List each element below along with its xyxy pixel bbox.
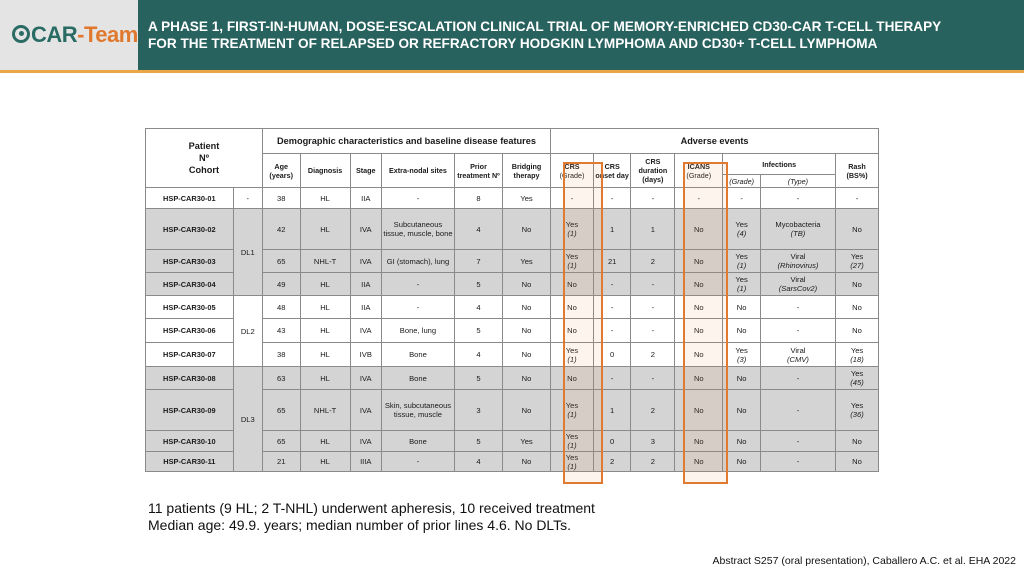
slide-title <box>148 18 941 52</box>
crs-cell: - <box>551 188 594 209</box>
infection-grade-cell: Yes (1) <box>723 273 761 296</box>
diagnosis-cell: HL <box>300 452 350 472</box>
diagnosis-cell: HL <box>300 319 350 343</box>
patient-id: HSP-CAR30-03 <box>146 250 234 273</box>
patient-id: HSP-CAR30-06 <box>146 319 234 343</box>
icans-cell: No <box>675 250 723 273</box>
infection-type-cell: - <box>760 296 835 319</box>
patient-id: HSP-CAR30-02 <box>146 209 234 250</box>
demographic-header: Demographic characteristics and baseline disease features <box>262 129 550 154</box>
accent-rule <box>0 70 1024 73</box>
logo-area <box>0 0 138 70</box>
stage-cell: IVA <box>350 209 381 250</box>
logo-circle-icon <box>12 25 30 43</box>
rash-cell: No <box>836 431 879 452</box>
infection-type-cell: Viral (CMV) <box>760 343 835 367</box>
prior-treatment-cell: 5 <box>454 431 502 452</box>
icans-cell: No <box>675 319 723 343</box>
crs-duration-cell: 3 <box>631 431 675 452</box>
summary-line-1: 11 patients (9 HL; 2 T-NHL) underwent apheresis, 10 received treatment <box>148 500 595 516</box>
infection-grade-cell: No <box>723 452 761 472</box>
crs-cell: Yes (1) <box>551 431 594 452</box>
crs-onset-cell: 1 <box>593 209 631 250</box>
age-cell: 65 <box>262 390 300 431</box>
crs-cell: No <box>551 273 594 296</box>
diagnosis-cell: HL <box>300 273 350 296</box>
bridging-cell: No <box>503 273 551 296</box>
title-line-1: A PHASE 1, FIRST-IN-HUMAN, DOSE-ESCALATION CLINICAL TRIAL OF MEMORY-ENRICHED CD30-CAR T-CELL THERAPY <box>148 19 942 34</box>
prior-treatment-cell: 3 <box>454 390 502 431</box>
rash-cell: Yes (27) <box>836 250 879 273</box>
diagnosis-cell: HL <box>300 343 350 367</box>
icans-cell: - <box>675 188 723 209</box>
stage-cell: IVB <box>350 343 381 367</box>
rash-cell: Yes (36) <box>836 390 879 431</box>
infection-type-cell: - <box>760 367 835 390</box>
crs-duration-cell: - <box>631 296 675 319</box>
crs-onset-cell: - <box>593 273 631 296</box>
infection-type-cell: - <box>760 188 835 209</box>
icans-cell: No <box>675 273 723 296</box>
crs-cell: Yes (1) <box>551 390 594 431</box>
crs-cell: Yes (1) <box>551 343 594 367</box>
icans-cell: No <box>675 431 723 452</box>
infection-type-cell: - <box>760 452 835 472</box>
crs-onset-cell: 0 <box>593 431 631 452</box>
diagnosis-cell: HL <box>300 188 350 209</box>
diagnosis-header: Diagnosis <box>300 154 350 188</box>
extranodal-cell: Bone <box>381 367 454 390</box>
crs-duration-cell: - <box>631 319 675 343</box>
crs-header: CRS (Grade) <box>551 154 594 188</box>
diagnosis-cell: HL <box>300 296 350 319</box>
patient-id: HSP-CAR30-09 <box>146 390 234 431</box>
patient-id: HSP-CAR30-10 <box>146 431 234 452</box>
cohort-label: DL3 <box>233 367 262 472</box>
crs-onset-cell: 0 <box>593 343 631 367</box>
stage-cell: IIA <box>350 188 381 209</box>
source-citation: Abstract S257 (oral presentation), Caballero A.C. et al. EHA 2022 <box>712 555 1016 567</box>
crs-duration-cell: 1 <box>631 209 675 250</box>
age-cell: 65 <box>262 250 300 273</box>
rash-header: Rash (BS%) <box>836 154 879 188</box>
age-cell: 21 <box>262 452 300 472</box>
icans-header: ICANS (Grade) <box>675 154 723 188</box>
crs-onset-cell: 21 <box>593 250 631 273</box>
crs-cell: No <box>551 319 594 343</box>
rash-cell: Yes (45) <box>836 367 879 390</box>
infection-grade-cell: No <box>723 390 761 431</box>
extranodal-header: Extra-nodal sites <box>381 154 454 188</box>
table-row <box>146 209 879 250</box>
age-cell: 63 <box>262 367 300 390</box>
crs-duration-cell: 2 <box>631 452 675 472</box>
prior-treatment-header: Prior treatment Nº <box>454 154 502 188</box>
icans-cell: No <box>675 209 723 250</box>
stage-header: Stage <box>350 154 381 188</box>
rash-cell: No <box>836 319 879 343</box>
title-line-2: FOR THE TREATMENT OF RELAPSED OR REFRACTORY HODGKIN LYMPHOMA AND CD30+ T-CELL LYMPHOMA <box>148 36 878 51</box>
infections-header: Infections <box>723 154 836 175</box>
summary-line-2: Median age: 49.9. years; median number of prior lines 4.6. No DLTs. <box>148 517 572 533</box>
extranodal-cell: - <box>381 296 454 319</box>
crs-onset-cell: - <box>593 367 631 390</box>
crs-duration-header: CRS duration (days) <box>631 154 675 188</box>
infection-grade-cell: Yes (3) <box>723 343 761 367</box>
prior-treatment-cell: 8 <box>454 188 502 209</box>
crs-onset-cell: - <box>593 319 631 343</box>
age-cell: 43 <box>262 319 300 343</box>
age-cell: 38 <box>262 343 300 367</box>
crs-onset-cell: 1 <box>593 390 631 431</box>
patient-id: HSP-CAR30-01 <box>146 188 234 209</box>
prior-treatment-cell: 4 <box>454 343 502 367</box>
summary-notes <box>148 500 595 534</box>
extranodal-cell: Subcutaneous tissue, muscle, bone <box>381 209 454 250</box>
table-row <box>146 296 879 319</box>
infection-grade-cell: Yes (4) <box>723 209 761 250</box>
prior-treatment-cell: 5 <box>454 319 502 343</box>
age-cell: 65 <box>262 431 300 452</box>
bridging-cell: No <box>503 367 551 390</box>
crs-cell: Yes (1) <box>551 452 594 472</box>
bridging-cell: No <box>503 209 551 250</box>
logo-text-team: -Team <box>77 22 138 47</box>
rash-cell: - <box>836 188 879 209</box>
diagnosis-cell: NHL-T <box>300 390 350 431</box>
rash-cell: No <box>836 273 879 296</box>
stage-cell: IVA <box>350 390 381 431</box>
infection-type-cell: - <box>760 319 835 343</box>
infection-grade-cell: No <box>723 296 761 319</box>
prior-treatment-cell: 4 <box>454 452 502 472</box>
crs-duration-cell: - <box>631 188 675 209</box>
infection-grade-header: (Grade) <box>723 175 761 188</box>
infection-grade-cell: No <box>723 431 761 452</box>
diagnosis-cell: NHL-T <box>300 250 350 273</box>
infection-type-cell: Viral (SarsCov2) <box>760 273 835 296</box>
extranodal-cell: - <box>381 452 454 472</box>
infection-grade-cell: No <box>723 367 761 390</box>
adverse-events-header: Adverse events <box>551 129 879 154</box>
table-row <box>146 188 879 209</box>
rash-cell: No <box>836 296 879 319</box>
prior-treatment-cell: 5 <box>454 273 502 296</box>
bridging-header: Bridging therapy <box>503 154 551 188</box>
bridging-cell: No <box>503 296 551 319</box>
extranodal-cell: Bone, lung <box>381 319 454 343</box>
stage-cell: IIIA <box>350 452 381 472</box>
bridging-cell: No <box>503 343 551 367</box>
logo-text-car: CAR <box>31 22 78 47</box>
stage-cell: IIA <box>350 273 381 296</box>
extranodal-cell: GI (stomach), lung <box>381 250 454 273</box>
prior-treatment-cell: 5 <box>454 367 502 390</box>
table-row <box>146 367 879 390</box>
icans-cell: No <box>675 296 723 319</box>
car-team-logo <box>12 22 138 48</box>
title-band <box>138 0 1024 70</box>
crs-duration-cell: 2 <box>631 250 675 273</box>
bridging-cell: Yes <box>503 431 551 452</box>
age-cell: 48 <box>262 296 300 319</box>
bridging-cell: No <box>503 319 551 343</box>
crs-onset-cell: - <box>593 296 631 319</box>
stage-cell: IVA <box>350 319 381 343</box>
slide-header <box>0 0 1024 72</box>
crs-highlight-box <box>563 162 603 484</box>
diagnosis-cell: HL <box>300 431 350 452</box>
crs-onset-header: CRS onset day <box>593 154 631 188</box>
infection-grade-cell: No <box>723 319 761 343</box>
stage-cell: IVA <box>350 250 381 273</box>
extranodal-cell: Bone <box>381 431 454 452</box>
infection-type-cell: - <box>760 390 835 431</box>
icans-cell: No <box>675 390 723 431</box>
infection-type-cell: Viral (Rhinovirus) <box>760 250 835 273</box>
rash-cell: No <box>836 452 879 472</box>
icans-cell: No <box>675 452 723 472</box>
patient-id: HSP-CAR30-07 <box>146 343 234 367</box>
trial-table <box>145 128 879 472</box>
infection-type-header: (Type) <box>760 175 835 188</box>
crs-onset-cell: - <box>593 188 631 209</box>
patient-id: HSP-CAR30-05 <box>146 296 234 319</box>
diagnosis-cell: HL <box>300 209 350 250</box>
patient-cohort-header: Patient Nº Cohort <box>146 129 263 188</box>
bridging-cell: No <box>503 390 551 431</box>
stage-cell: IVA <box>350 367 381 390</box>
extranodal-cell: Skin, subcutaneous tissue, muscle <box>381 390 454 431</box>
bridging-cell: Yes <box>503 250 551 273</box>
crs-duration-cell: 2 <box>631 390 675 431</box>
cohort-label: - <box>233 188 262 209</box>
age-header: Age (years) <box>262 154 300 188</box>
crs-cell: Yes (1) <box>551 209 594 250</box>
diagnosis-cell: HL <box>300 367 350 390</box>
extranodal-cell: - <box>381 188 454 209</box>
patient-id: HSP-CAR30-08 <box>146 367 234 390</box>
prior-treatment-cell: 4 <box>454 296 502 319</box>
bridging-cell: Yes <box>503 188 551 209</box>
infection-type-cell: Mycobacteria (TB) <box>760 209 835 250</box>
age-cell: 38 <box>262 188 300 209</box>
icans-cell: No <box>675 343 723 367</box>
crs-onset-cell: 2 <box>593 452 631 472</box>
rash-cell: Yes (18) <box>836 343 879 367</box>
infection-type-cell: - <box>760 431 835 452</box>
cohort-label: DL2 <box>233 296 262 367</box>
cohort-label: DL1 <box>233 209 262 296</box>
crs-cell: No <box>551 367 594 390</box>
stage-cell: IIA <box>350 296 381 319</box>
bridging-cell: No <box>503 452 551 472</box>
crs-cell: Yes (1) <box>551 250 594 273</box>
icans-cell: No <box>675 367 723 390</box>
prior-treatment-cell: 7 <box>454 250 502 273</box>
age-cell: 42 <box>262 209 300 250</box>
trial-table-container <box>145 128 879 480</box>
infection-grade-cell: Yes (1) <box>723 250 761 273</box>
extranodal-cell: Bone <box>381 343 454 367</box>
stage-cell: IVA <box>350 431 381 452</box>
crs-duration-cell: - <box>631 273 675 296</box>
crs-duration-cell: 2 <box>631 343 675 367</box>
age-cell: 49 <box>262 273 300 296</box>
crs-duration-cell: - <box>631 367 675 390</box>
extranodal-cell: - <box>381 273 454 296</box>
crs-cell: No <box>551 296 594 319</box>
patient-id: HSP-CAR30-11 <box>146 452 234 472</box>
icans-highlight-box <box>683 162 728 484</box>
infection-grade-cell: - <box>723 188 761 209</box>
rash-cell: No <box>836 209 879 250</box>
patient-id: HSP-CAR30-04 <box>146 273 234 296</box>
prior-treatment-cell: 4 <box>454 209 502 250</box>
